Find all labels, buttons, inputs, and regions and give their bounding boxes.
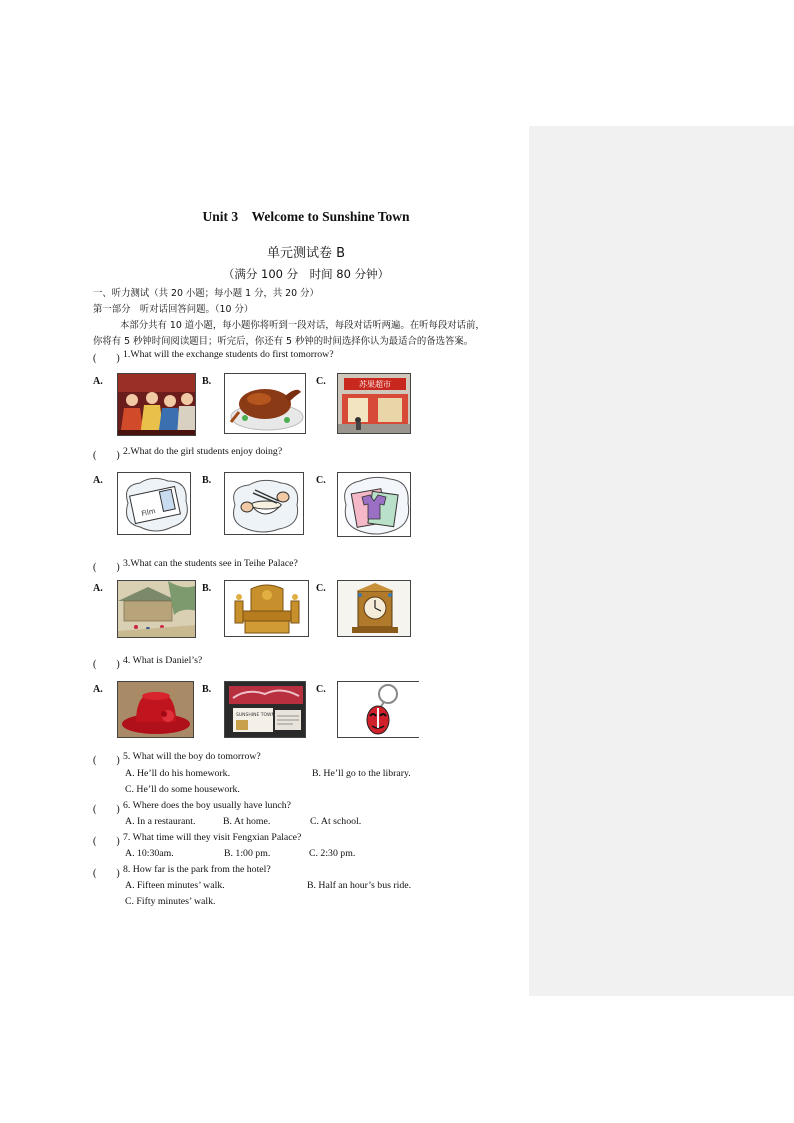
question-2-text: 2.What do the girl students enjoy doing?	[123, 446, 283, 457]
question-5-text: 5. What will the boy do tomorrow?	[123, 751, 261, 762]
question-7-text: 7. What time will they visit Fengxian Palace?	[123, 832, 302, 843]
antique-clock-photo[interactable]	[337, 580, 411, 637]
part-heading: 第一部分 听对话回答问题。（10 分）	[93, 304, 254, 315]
score-time-info: （满分 100 分 时间 80 分钟）	[222, 267, 390, 281]
option-a[interactable]: A. He’ll do his homework.	[125, 768, 231, 779]
beijing-opera-photo[interactable]	[117, 373, 196, 436]
option-b[interactable]: B. 1:00 pm.	[224, 848, 271, 859]
test-subtitle: 单元测试卷 B	[266, 246, 346, 261]
ticket-text: Film	[140, 507, 157, 518]
film-ticket-drawing[interactable]	[117, 472, 191, 535]
option-letter: B.	[202, 583, 212, 594]
option-letter: C.	[316, 684, 326, 695]
option-a[interactable]: A. In a restaurant.	[125, 816, 196, 827]
shopping-bags-drawing[interactable]	[337, 472, 411, 537]
answer-blank[interactable]: ( )	[93, 755, 120, 766]
option-a[interactable]: A. 10:30am.	[125, 848, 174, 859]
option-c[interactable]: C. 2:30 pm.	[309, 848, 356, 859]
answer-blank[interactable]: ( )	[93, 450, 120, 461]
supermarket-storefront-photo[interactable]	[337, 373, 411, 434]
option-letter: A.	[93, 684, 103, 695]
question-4-text: 4. What is Daniel’s?	[123, 655, 203, 666]
option-c[interactable]: C. He’ll do some housework.	[125, 784, 240, 795]
option-letter: C.	[316, 376, 326, 387]
option-letter: A.	[93, 583, 103, 594]
option-letter: C.	[316, 583, 326, 594]
tickets-postcard-photo[interactable]	[224, 681, 306, 738]
store-sign: 苏果超市	[359, 380, 391, 389]
document-title: Unit 3 Welcome to Sunshine Town	[202, 209, 410, 224]
option-b[interactable]: B. Half an hour’s bus ride.	[307, 880, 412, 891]
eating-bowl-drawing[interactable]	[224, 472, 304, 535]
question-8-text: 8. How far is the park from the hotel?	[123, 864, 271, 875]
option-b[interactable]: B. At home.	[223, 816, 271, 827]
option-b[interactable]: B. He’ll go to the library.	[312, 768, 411, 779]
option-letter: A.	[93, 376, 103, 387]
section-heading: 一、听力测试（共 20 小题；每小题 1 分，共 20 分）	[93, 288, 319, 299]
answer-blank[interactable]: ( )	[93, 353, 120, 364]
option-c[interactable]: C. Fifty minutes’ walk.	[125, 896, 216, 907]
answer-blank[interactable]: ( )	[93, 659, 120, 670]
option-letter: A.	[93, 475, 103, 486]
ancient-painting-photo[interactable]	[117, 580, 196, 638]
option-letter: B.	[202, 475, 212, 486]
opera-mask-keyring-photo[interactable]	[337, 681, 419, 738]
answer-blank[interactable]: ( )	[93, 836, 120, 847]
question-6-text: 6. Where does the boy usually have lunch?	[123, 800, 291, 811]
ticket-card-text: SUNSHINE TOWN	[236, 713, 275, 718]
answer-blank[interactable]: ( )	[93, 868, 120, 879]
answer-blank[interactable]: ( )	[93, 562, 120, 573]
option-a[interactable]: A. Fifteen minutes’ walk.	[125, 880, 225, 891]
option-letter: B.	[202, 376, 212, 387]
question-3-text: 3.What can the students see in Teihe Palace?	[123, 558, 298, 569]
roast-duck-photo[interactable]	[224, 373, 306, 434]
answer-blank[interactable]: ( )	[93, 804, 120, 815]
instructions-line-2: 你将有 5 秒钟时间阅读题目；听完后，你还有 5 秒钟的时间选择你认为最适合的备选答案。	[93, 336, 474, 347]
question-1-text: 1.What will the exchange students do first tomorrow?	[123, 349, 334, 360]
option-letter: B.	[202, 684, 212, 695]
red-hat-photo[interactable]	[117, 681, 194, 738]
option-c[interactable]: C. At school.	[310, 816, 362, 827]
instructions-line-1: 本部分共有 10 道小题，每小题你将听到一段对话，每段对话听两遍。在听每段对话前，	[120, 320, 485, 331]
option-letter: C.	[316, 475, 326, 486]
golden-throne-photo[interactable]	[224, 580, 309, 637]
